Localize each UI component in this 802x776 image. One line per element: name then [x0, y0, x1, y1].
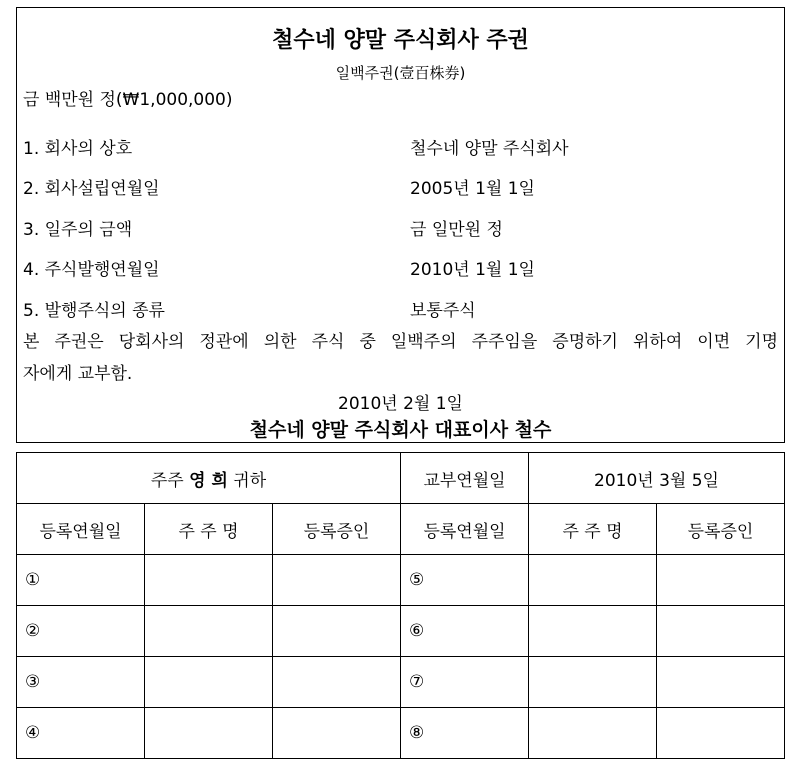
shareholder-registry-table: [16, 452, 785, 759]
item-label: 3. 일주의 금액: [23, 220, 133, 240]
item-label: 4. 주식발행연월일: [23, 260, 160, 280]
statement-line: 자에게 교부함.: [23, 364, 133, 384]
column-header: 등록연월일: [401, 504, 529, 555]
empty-cell: [273, 657, 401, 708]
row-number: ①: [17, 555, 145, 606]
empty-cell: [657, 606, 785, 657]
table-row: [17, 606, 785, 657]
row-number: ④: [17, 708, 145, 759]
certificate-subtitle: 일백주권(壹百株券): [335, 64, 466, 82]
issue-date: 2010년 2월 1일: [338, 394, 463, 414]
empty-cell: [529, 657, 657, 708]
table-row: [17, 657, 785, 708]
empty-cell: [529, 708, 657, 759]
row-number: ⑥: [401, 606, 529, 657]
certificate-amount: 금 백만원 정(₩1,000,000): [23, 90, 233, 110]
table-row: [17, 555, 785, 606]
item-value: 보통주식: [410, 301, 476, 321]
empty-cell: [273, 708, 401, 759]
empty-cell: [145, 708, 273, 759]
holder-suffix: 귀하: [233, 470, 267, 491]
holder-prefix: 주주: [150, 470, 184, 491]
holder-name: 영 희: [189, 470, 228, 491]
empty-cell: [657, 708, 785, 759]
row-number: ⑦: [401, 657, 529, 708]
holder-cell: [17, 453, 401, 504]
column-header-row: [17, 504, 785, 555]
statement-line: 본 주권은 당회사의 정관에 의한 주식 중 일백주의 주주임을 증명하기 위하여 이면 기명: [23, 332, 778, 352]
stock-certificate: [16, 7, 785, 443]
empty-cell: [145, 555, 273, 606]
column-header: 등록연월일: [17, 504, 145, 555]
empty-cell: [145, 657, 273, 708]
empty-cell: [529, 555, 657, 606]
item-label: 1. 회사의 상호: [23, 139, 133, 159]
item-value: 2005년 1월 1일: [410, 179, 535, 199]
representative-signature: 철수네 양말 주식회사 대표이사 철수: [249, 419, 552, 441]
table-row: [17, 708, 785, 759]
empty-cell: [657, 555, 785, 606]
delivery-date: 2010년 3월 5일: [529, 453, 785, 504]
row-number: ⑧: [401, 708, 529, 759]
registry-header-row: [17, 453, 785, 504]
empty-cell: [273, 606, 401, 657]
column-header: 등록증인: [273, 504, 401, 555]
column-header: 주 주 명: [529, 504, 657, 555]
empty-cell: [273, 555, 401, 606]
certificate-title: 철수네 양말 주식회사 주권: [272, 28, 529, 53]
empty-cell: [145, 606, 273, 657]
column-header: 주 주 명: [145, 504, 273, 555]
row-number: ③: [17, 657, 145, 708]
row-number: ②: [17, 606, 145, 657]
item-value: 철수네 양말 주식회사: [410, 139, 569, 159]
item-label: 5. 발행주식의 종류: [23, 301, 165, 321]
item-label: 2. 회사설립연월일: [23, 179, 160, 199]
empty-cell: [657, 657, 785, 708]
empty-cell: [529, 606, 657, 657]
row-number: ⑤: [401, 555, 529, 606]
item-value: 2010년 1월 1일: [410, 260, 535, 280]
delivery-label: 교부연월일: [401, 453, 529, 504]
item-value: 금 일만원 정: [410, 220, 503, 240]
column-header: 등록증인: [657, 504, 785, 555]
